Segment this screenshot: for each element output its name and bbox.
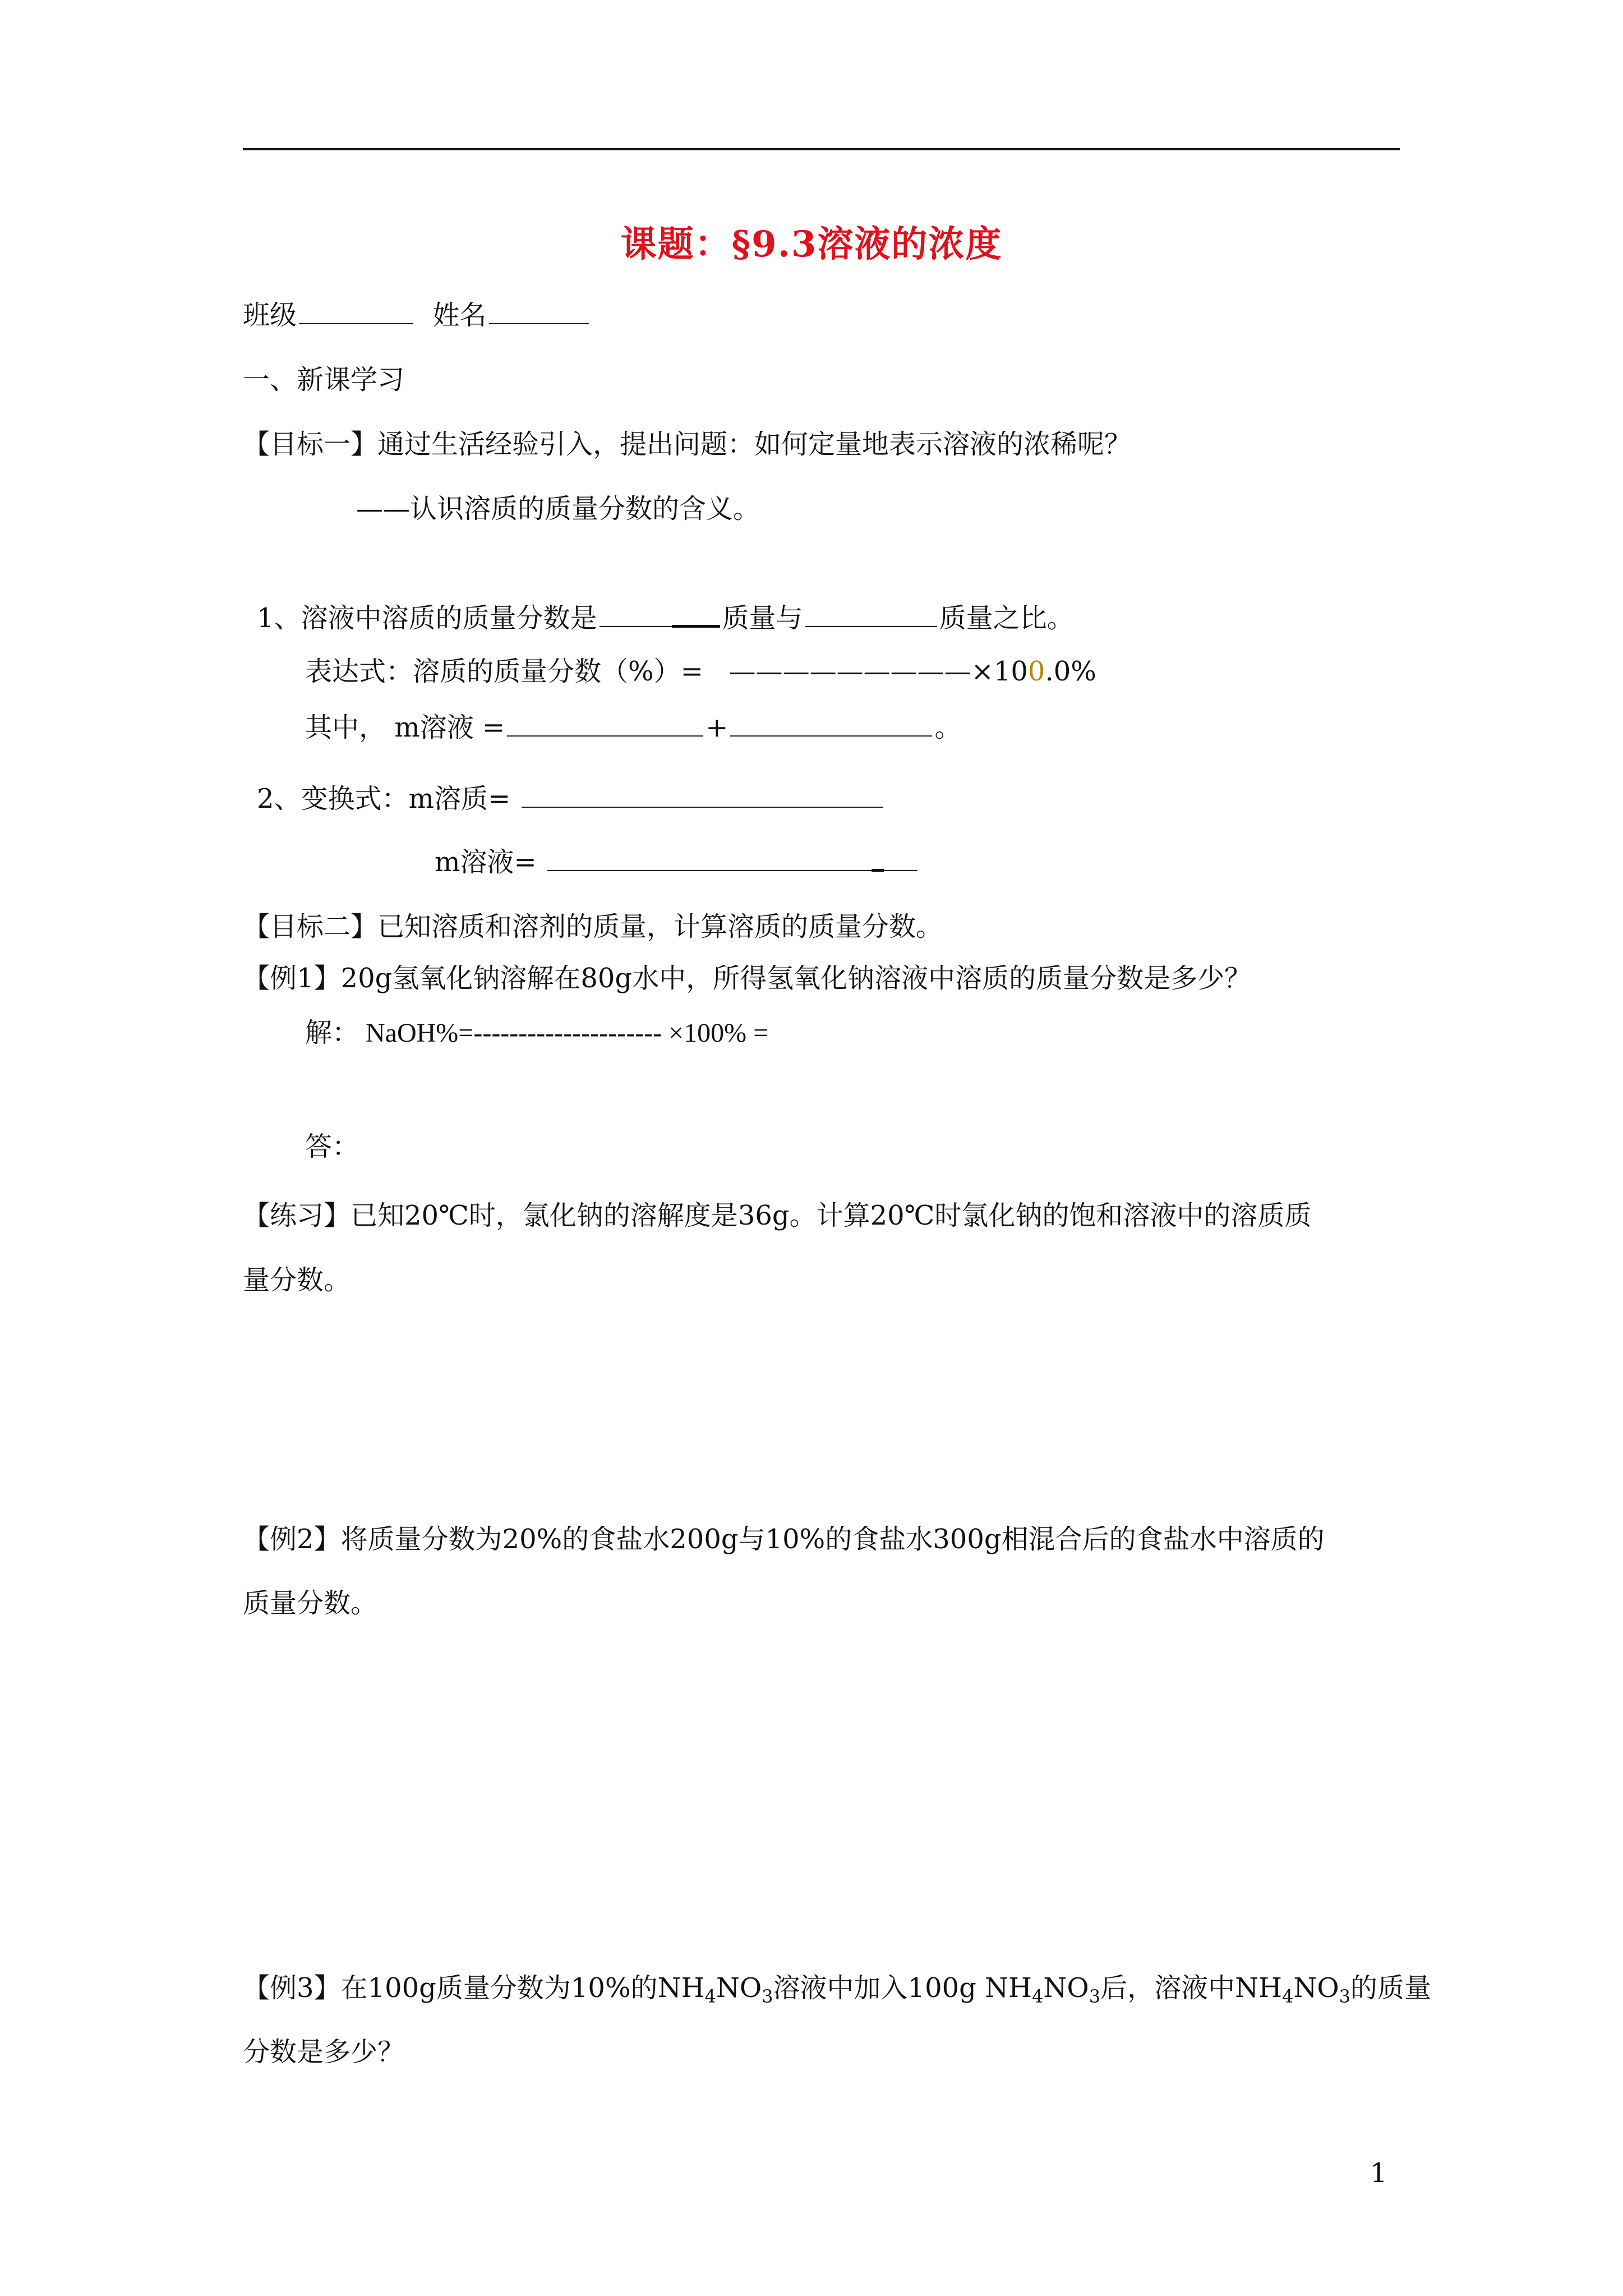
goal-one — [243, 426, 1131, 462]
class-blank[interactable] — [299, 301, 413, 324]
item-one — [257, 600, 1074, 636]
item-two-label: 2、变换式：m溶质= — [257, 783, 511, 815]
goal-two — [243, 909, 943, 945]
item-one-end: 质量之比。 — [939, 602, 1074, 634]
item-one-mid: 质量与 — [722, 602, 803, 634]
where-label: 其中， m溶液 = — [305, 712, 505, 743]
formula-tail: .0% — [1045, 656, 1096, 687]
class-name-row — [243, 297, 591, 333]
item-one-blank-1[interactable] — [600, 604, 720, 627]
example-three-line-2: 分数是多少？ — [243, 2036, 405, 2068]
formula-label: 表达式：溶质的质量分数（%）= — [305, 656, 703, 687]
example-three-text-5: 后，溶液中NH — [1100, 1972, 1282, 2004]
item-two-blank-1[interactable] — [522, 784, 883, 808]
example-three-text-3: 溶液中加入100g NH — [773, 1972, 1032, 2004]
class-label: 班级 — [243, 300, 297, 331]
subscript: 4 — [704, 1986, 716, 2007]
example-three — [243, 1970, 1431, 2014]
example-one-solution: 解： NaOH%=--------------------- ×100% = — [305, 1018, 769, 1048]
where-plus: + — [706, 712, 728, 743]
goal-two-bracket: 【目标二】 — [243, 911, 378, 942]
goal-one-text: 通过生活经验引入，提出问题：如何定量地表示溶液的浓稀呢？ — [377, 429, 1132, 460]
formula-dashes: ————————— — [728, 656, 971, 687]
item-two-second — [435, 844, 920, 880]
goal-one-bracket: 【目标一】 — [243, 429, 378, 460]
subscript: 4 — [1032, 1986, 1044, 2007]
example-two-line-2: 质量分数。 — [243, 1588, 378, 1619]
where-blank-1[interactable] — [507, 713, 703, 737]
item-one-blank-2[interactable] — [805, 604, 937, 627]
example-three-text-4: NO — [1043, 1972, 1089, 2004]
formula-row — [305, 654, 1096, 689]
example-one-answer: 答： — [305, 1131, 359, 1162]
example-three-text-2: NO — [716, 1972, 762, 2004]
item-two-blank-2[interactable] — [547, 848, 917, 871]
example-one-text: 20g氢氧化钠溶解在80g水中，所得氢氧化钠溶液中溶质的质量分数是多少？ — [340, 963, 1252, 994]
example-three-text-7: 的质量 — [1350, 1972, 1432, 2004]
example-one — [243, 960, 1251, 996]
subscript: 4 — [1281, 1986, 1294, 2007]
subscript: 3 — [762, 1986, 773, 2007]
page-number: 1 — [1370, 2157, 1387, 2189]
item-two-second-label: m溶液= — [435, 846, 537, 878]
example-one-bracket: 【例1】 — [243, 963, 341, 994]
example-three-bracket: 【例3】 — [243, 1972, 341, 2004]
formula-dotted-zero: 0 — [1027, 656, 1045, 687]
practice-bracket: 【练习】 — [243, 1200, 351, 1231]
practice-line-1: 已知20℃时，氯化钠的溶解度是36g。计算20℃时氯化钠的饱和溶液中的溶质质 — [351, 1200, 1312, 1231]
where-blank-2[interactable] — [730, 713, 932, 737]
formula-times: ×10 — [971, 656, 1028, 687]
where-row — [305, 710, 962, 746]
example-three-text-6: NO — [1293, 1972, 1339, 2004]
where-end: 。 — [934, 712, 962, 743]
practice-line-2: 量分数。 — [243, 1264, 351, 1296]
name-label: 姓名 — [432, 300, 487, 331]
subscript: 3 — [1089, 1986, 1101, 2007]
item-two — [257, 781, 886, 817]
item-one-prefix: 1、溶液中溶质的质量分数是 — [257, 602, 597, 634]
example-two-line-1: 将质量分数为20%的食盐水200g与10%的食盐水300g相混合后的食盐水中溶质的 — [340, 1524, 1325, 1555]
header-rule — [243, 148, 1400, 150]
example-three-text-1: 在100g质量分数为10%的NH — [340, 1972, 705, 2004]
section-heading: 一、新课学习 — [243, 364, 405, 395]
example-two — [243, 1521, 1325, 1557]
goal-one-sub: ——认识溶质的质量分数的含义。 — [356, 493, 760, 524]
page-title: 课题：§9.3溶液的浓度 — [620, 223, 1003, 265]
subscript: 3 — [1339, 1986, 1351, 2007]
goal-two-text: 已知溶质和溶剂的质量，计算溶质的质量分数。 — [377, 911, 943, 942]
name-blank[interactable] — [489, 301, 589, 324]
example-two-bracket: 【例2】 — [243, 1524, 341, 1555]
practice — [243, 1198, 1311, 1234]
